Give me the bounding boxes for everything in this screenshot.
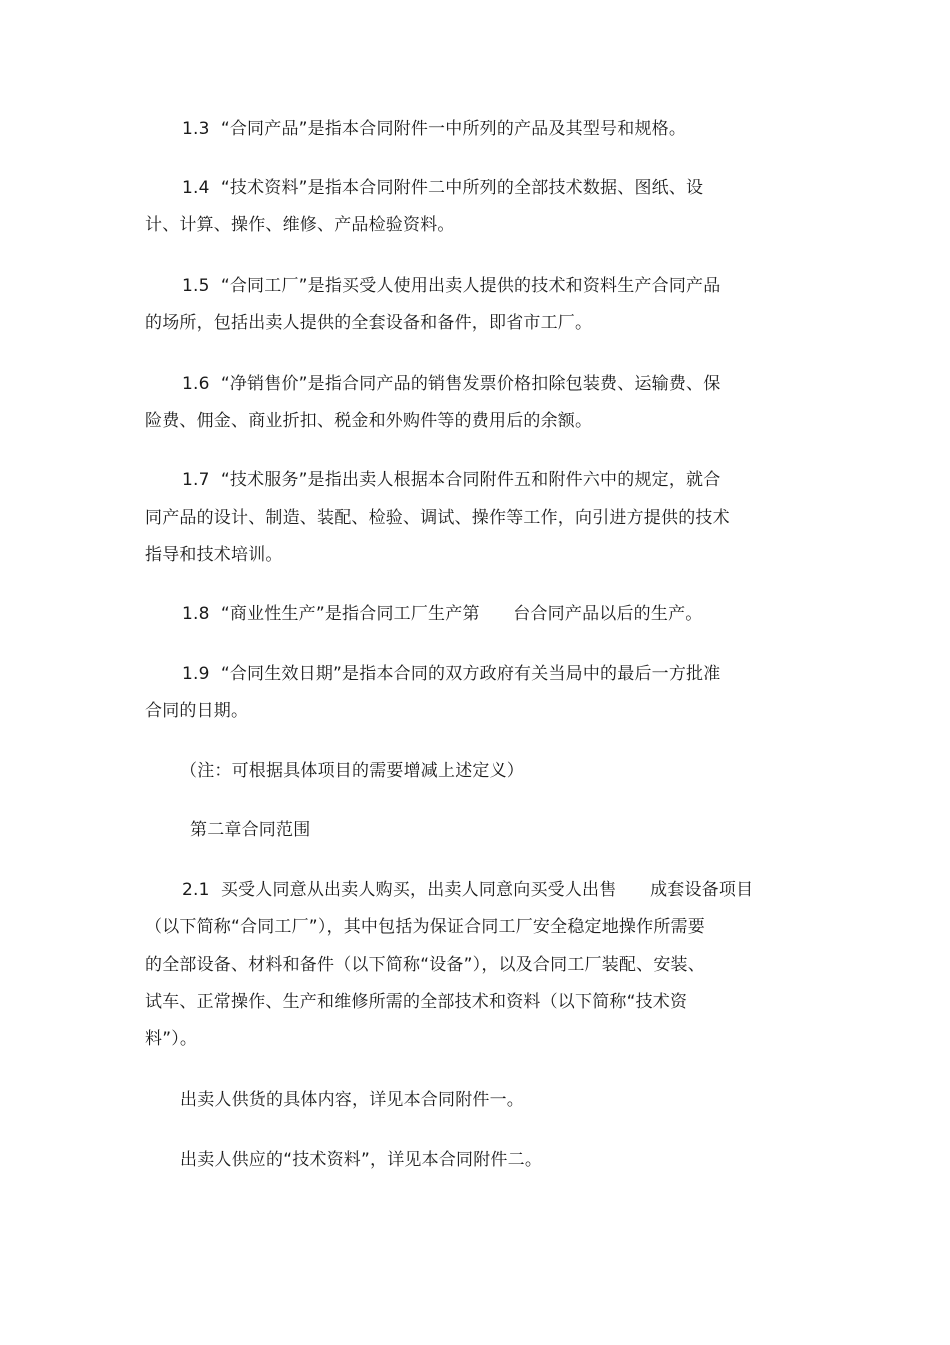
- clause-1-9-line-1: 1.9 “合同生效日期”是指本合同的双方政府有关当局中的最后一方批准: [182, 664, 721, 684]
- clause-1-7-line-1: 1.7 “技术服务”是指出卖人根据本合同附件五和附件六中的规定，就合: [182, 470, 721, 490]
- clause-1-4-line-1: 1.4 “技术资料”是指本合同附件二中所列的全部技术数据、图纸、设: [182, 178, 704, 198]
- clause-1-5-line-1: 1.5 “合同工厂”是指买受人使用出卖人提供的技术和资料生产合同产品: [182, 276, 721, 296]
- clause-2-1-line-3: 的全部设备、材料和备件（以下简称“设备”），以及合同工厂装配、安装、: [145, 955, 705, 975]
- clause-2-1-line-1: 2.1 买受人同意从出卖人购买，出卖人同意向买受人出售 成套设备项目: [182, 880, 754, 900]
- clause-1-9-line-2: 合同的日期。: [145, 701, 249, 721]
- clause-1-3: 1.3 “合同产品”是指本合同附件一中所列的产品及其型号和规格。: [182, 119, 687, 139]
- supply-content-line: 出卖人供货的具体内容，详见本合同附件一。: [180, 1090, 524, 1110]
- clause-1-6-line-1: 1.6 “净销售价”是指合同产品的销售发票价格扣除包装费、运输费、保: [182, 374, 721, 394]
- clause-2-1-line-5: 料”）。: [145, 1029, 198, 1049]
- note-line: （注：可根据具体项目的需要增减上述定义）: [180, 761, 524, 781]
- clause-1-7-line-2: 同产品的设计、制造、装配、检验、调试、操作等工作，向引进方提供的技术: [145, 508, 730, 528]
- clause-2-1-line-4: 试车、正常操作、生产和维修所需的全部技术和资料（以下简称“技术资: [145, 992, 688, 1012]
- clause-1-7-line-3: 指导和技术培训。: [145, 545, 283, 565]
- clause-1-4-line-2: 计、计算、操作、维修、产品检验资料。: [145, 215, 455, 235]
- clause-1-8: 1.8 “商业性生产”是指合同工厂生产第 台合同产品以后的生产。: [182, 604, 703, 624]
- clause-1-6-line-2: 险费、佣金、商业折扣、税金和外购件等的费用后的余额。: [145, 411, 593, 431]
- clause-2-1-line-2: （以下简称“合同工厂”），其中包括为保证合同工厂安全稳定地操作所需要: [145, 917, 705, 937]
- technical-data-line: 出卖人供应的“技术资料”，详见本合同附件二。: [180, 1150, 543, 1170]
- chapter-2-heading: 第二章合同范围: [190, 820, 311, 840]
- clause-1-5-line-2: 的场所，包括出卖人提供的全套设备和备件，即省市工厂。: [145, 313, 593, 333]
